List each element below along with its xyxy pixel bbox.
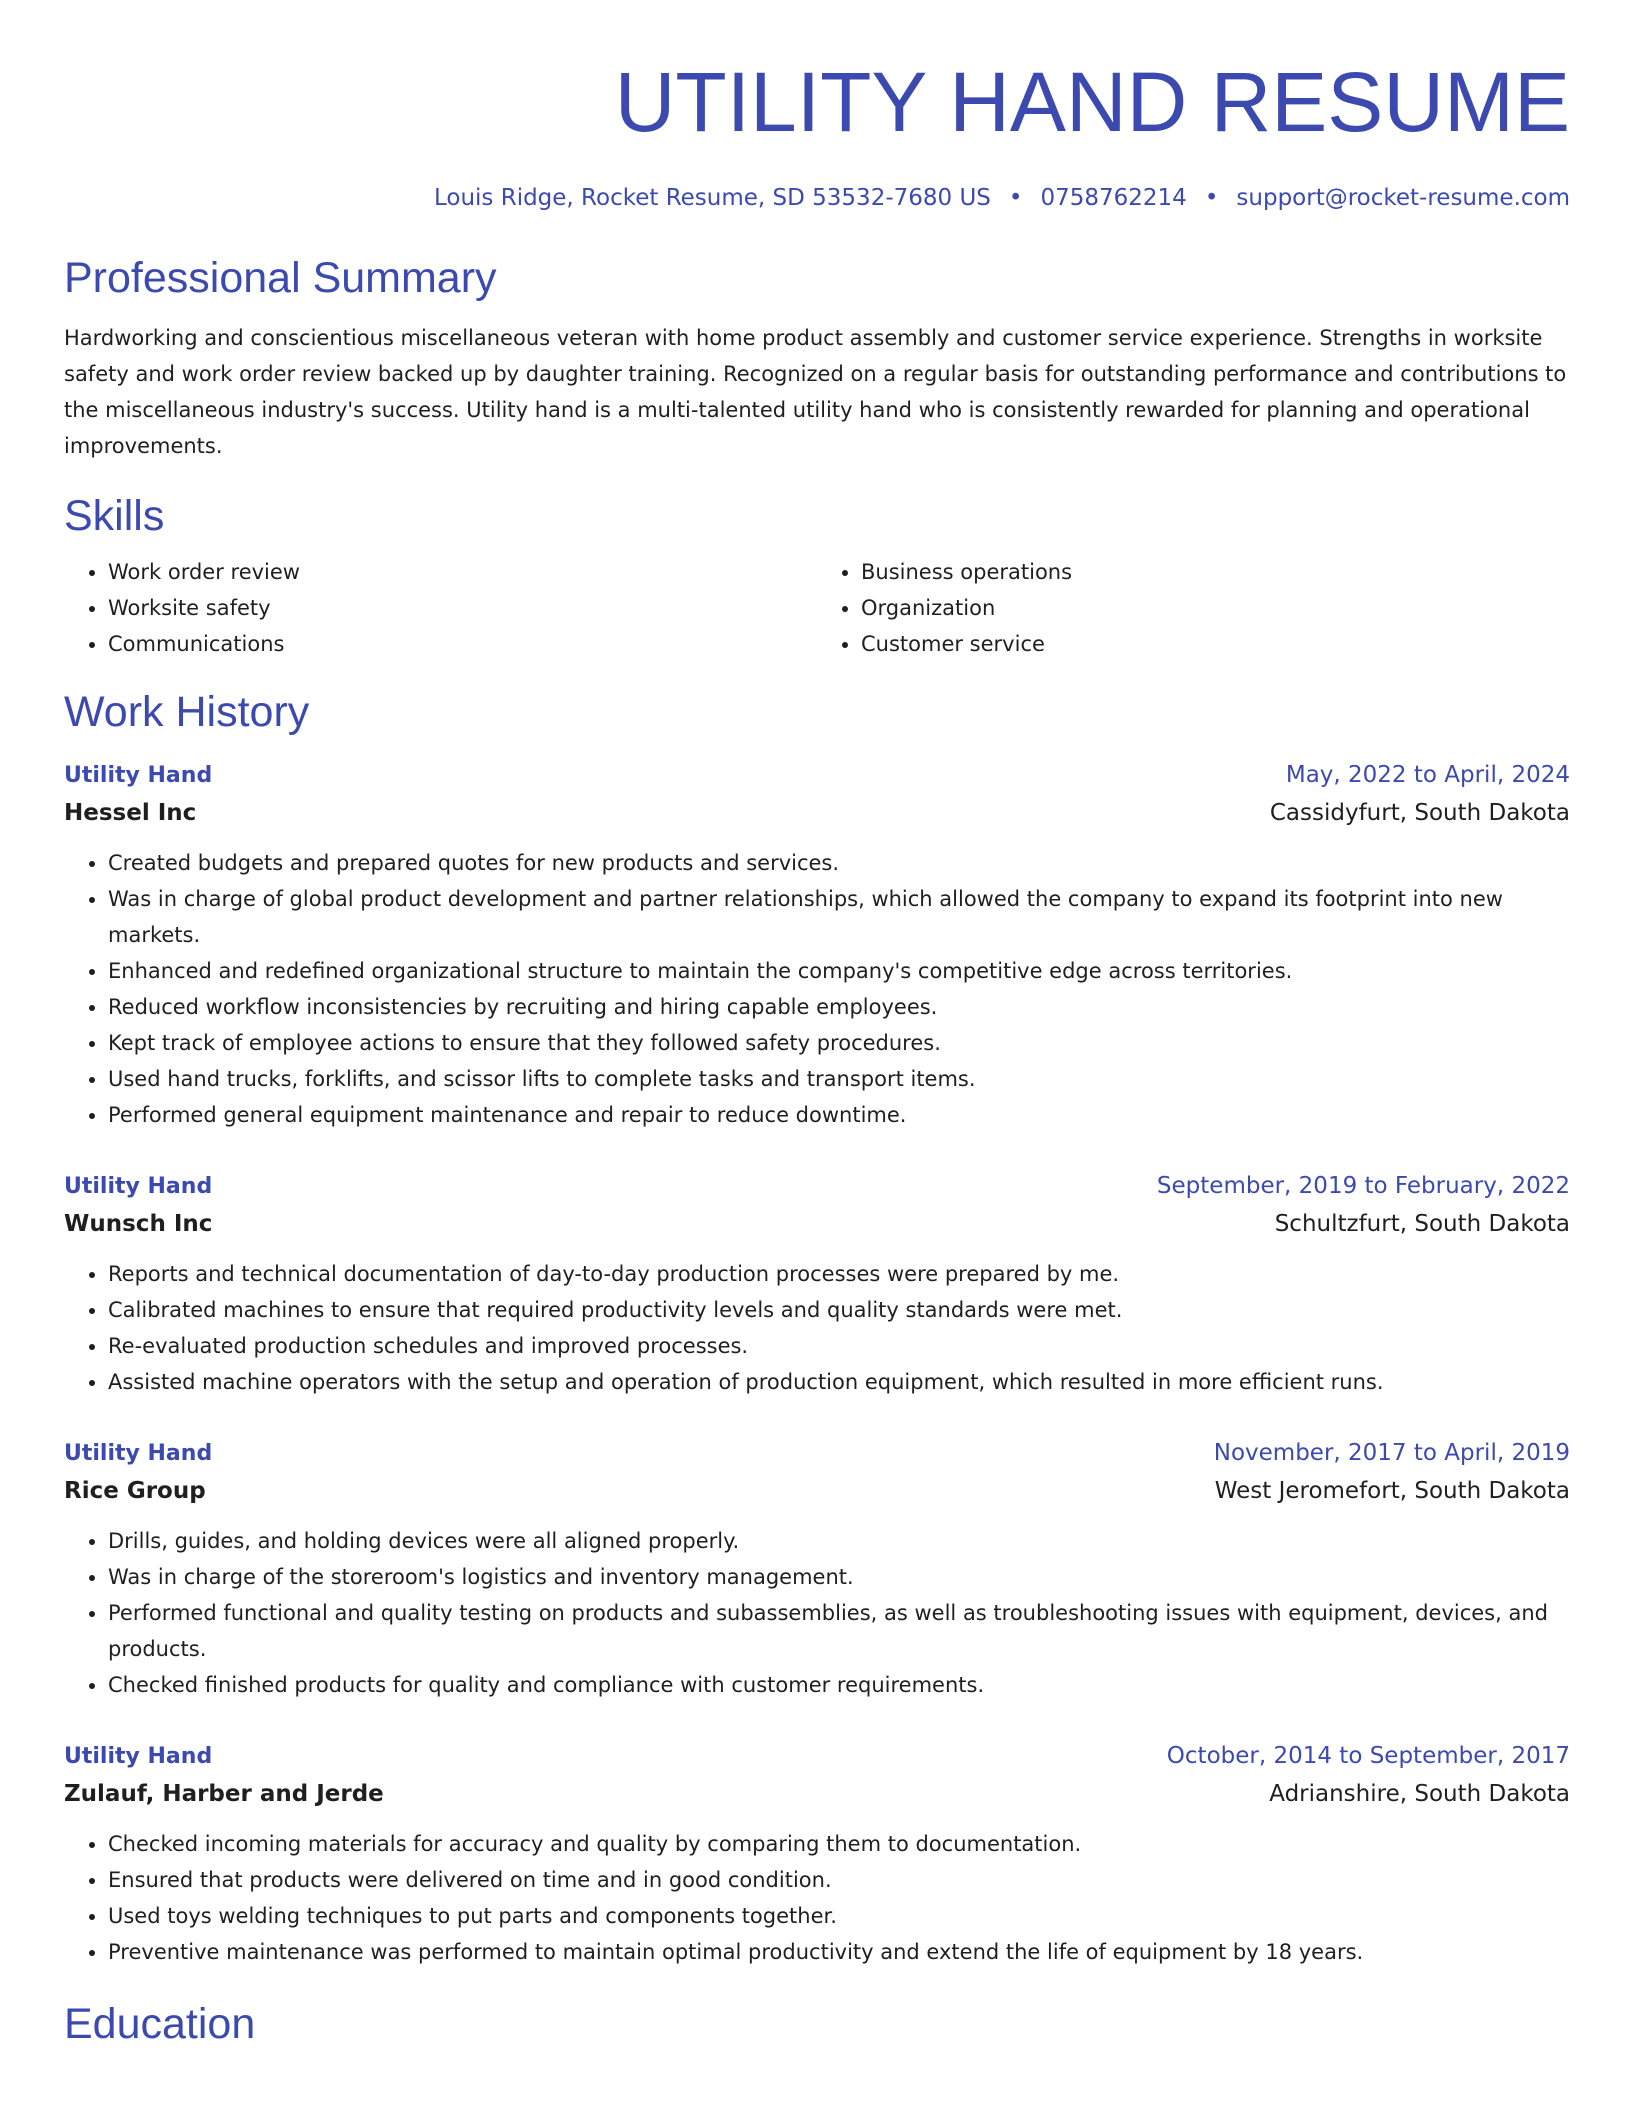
duty-item: • Used hand trucks, forklifts, and scissor lifts to complete tasks and transport items. <box>108 1061 1570 1097</box>
duty-item: • Drills, guides, and holding devices were all aligned properly. <box>108 1523 1570 1559</box>
job-company: Wunsch Inc <box>64 1211 213 1237</box>
duty-item: • Checked incoming materials for accuracy and quality by comparing them to documentation. <box>108 1826 1570 1862</box>
skills-heading: Skills <box>64 492 165 540</box>
job-duties <box>64 1523 1570 1703</box>
skill-item: • Customer service <box>861 626 1570 662</box>
contact-address: Louis Ridge, Rocket Resume, SD 53532-7680 US <box>433 185 991 211</box>
job-duties <box>64 1256 1570 1400</box>
skills-column-right <box>817 554 1570 662</box>
duty-item: • Reports and technical documentation of day-to-day production processes were prepared by me. <box>108 1256 1570 1292</box>
job-title: Utility Hand <box>64 1441 213 1466</box>
job-company: Rice Group <box>64 1478 206 1504</box>
summary-heading: Professional Summary <box>64 254 497 302</box>
contact-separator: • <box>1204 185 1219 211</box>
duty-item: • Performed functional and quality testing on products and subassemblies, as well as troubleshooting issues with equipment, devices, and products. <box>108 1595 1570 1667</box>
duty-item: • Reduced workflow inconsistencies by recruiting and hiring capable employees. <box>108 989 1570 1025</box>
job-dates: September, 2019 to February, 2022 <box>1156 1173 1570 1199</box>
duty-item: • Calibrated machines to ensure that required productivity levels and quality standards were met. <box>108 1292 1570 1328</box>
duty-item: • Assisted machine operators with the setup and operation of production equipment, which resulted in more efficient runs. <box>108 1364 1570 1400</box>
duty-item: • Enhanced and redefined organizational structure to maintain the company's competitive edge across territories. <box>108 953 1570 989</box>
skill-item: • Communications <box>108 626 817 662</box>
skills-list <box>64 554 1570 662</box>
contact-phone: 0758762214 <box>1040 185 1187 211</box>
contact-separator: • <box>1008 185 1023 211</box>
job-duties <box>64 845 1570 1133</box>
job-location: West Jeromefort, South Dakota <box>1214 1478 1570 1504</box>
contact-line <box>64 182 1570 214</box>
duty-item: • Used toys welding techniques to put parts and components together. <box>108 1898 1570 1934</box>
skill-item: • Organization <box>861 590 1570 626</box>
skill-item: • Worksite safety <box>108 590 817 626</box>
job-location: Cassidyfurt, South Dakota <box>1269 800 1570 826</box>
duty-item: • Was in charge of the storeroom's logistics and inventory management. <box>108 1559 1570 1595</box>
skill-item: • Work order review <box>108 554 817 590</box>
job-entry <box>64 1436 1570 1703</box>
job-duties <box>64 1826 1570 1970</box>
education-heading: Education <box>64 2000 256 2048</box>
duty-item: • Kept track of employee actions to ensure that they followed safety procedures. <box>108 1025 1570 1061</box>
duty-item: • Re-evaluated production schedules and improved processes. <box>108 1328 1570 1364</box>
resume-title: UTILITY HAND RESUME <box>614 55 1570 149</box>
skill-item: • Business operations <box>861 554 1570 590</box>
job-company: Zulauf, Harber and Jerde <box>64 1781 384 1807</box>
duty-item: • Created budgets and prepared quotes for new products and services. <box>108 845 1570 881</box>
job-dates: November, 2017 to April, 2019 <box>1213 1440 1570 1466</box>
job-title: Utility Hand <box>64 763 213 788</box>
job-dates: May, 2022 to April, 2024 <box>1285 762 1570 788</box>
summary-text: Hardworking and conscientious miscellaneous veteran with home product assembly and customer service experience. Strengths in worksite safety and work order review backed up by daughter training. Recognized on a regular basis for outstanding performance and contributions to the miscellaneous industry's success. Utility hand is a multi-talented utility hand who is consistently rewarded for planning and operational improvements. <box>64 326 1567 458</box>
job-company: Hessel Inc <box>64 800 197 826</box>
job-entry <box>64 758 1570 1133</box>
duty-item: • Was in charge of global product development and partner relationships, which allowed the company to expand its footprint into new markets. <box>108 881 1570 953</box>
job-entry <box>64 1739 1570 1970</box>
job-location: Schultzfurt, South Dakota <box>1274 1211 1570 1237</box>
contact-email: support@rocket-resume.com <box>1236 185 1570 211</box>
job-title: Utility Hand <box>64 1744 213 1769</box>
job-dates: October, 2014 to September, 2017 <box>1166 1743 1570 1769</box>
work-history-heading: Work History <box>64 688 310 736</box>
job-location: Adrianshire, South Dakota <box>1269 1781 1570 1807</box>
job-entry <box>64 1169 1570 1400</box>
duty-item: • Preventive maintenance was performed to maintain optimal productivity and extend the life of equipment by 18 years. <box>108 1934 1570 1970</box>
job-title: Utility Hand <box>64 1174 213 1199</box>
duty-item: • Ensured that products were delivered on time and in good condition. <box>108 1862 1570 1898</box>
skills-column-left <box>64 554 817 662</box>
duty-item: • Checked finished products for quality and compliance with customer requirements. <box>108 1667 1570 1703</box>
duty-item: • Performed general equipment maintenance and repair to reduce downtime. <box>108 1097 1570 1133</box>
